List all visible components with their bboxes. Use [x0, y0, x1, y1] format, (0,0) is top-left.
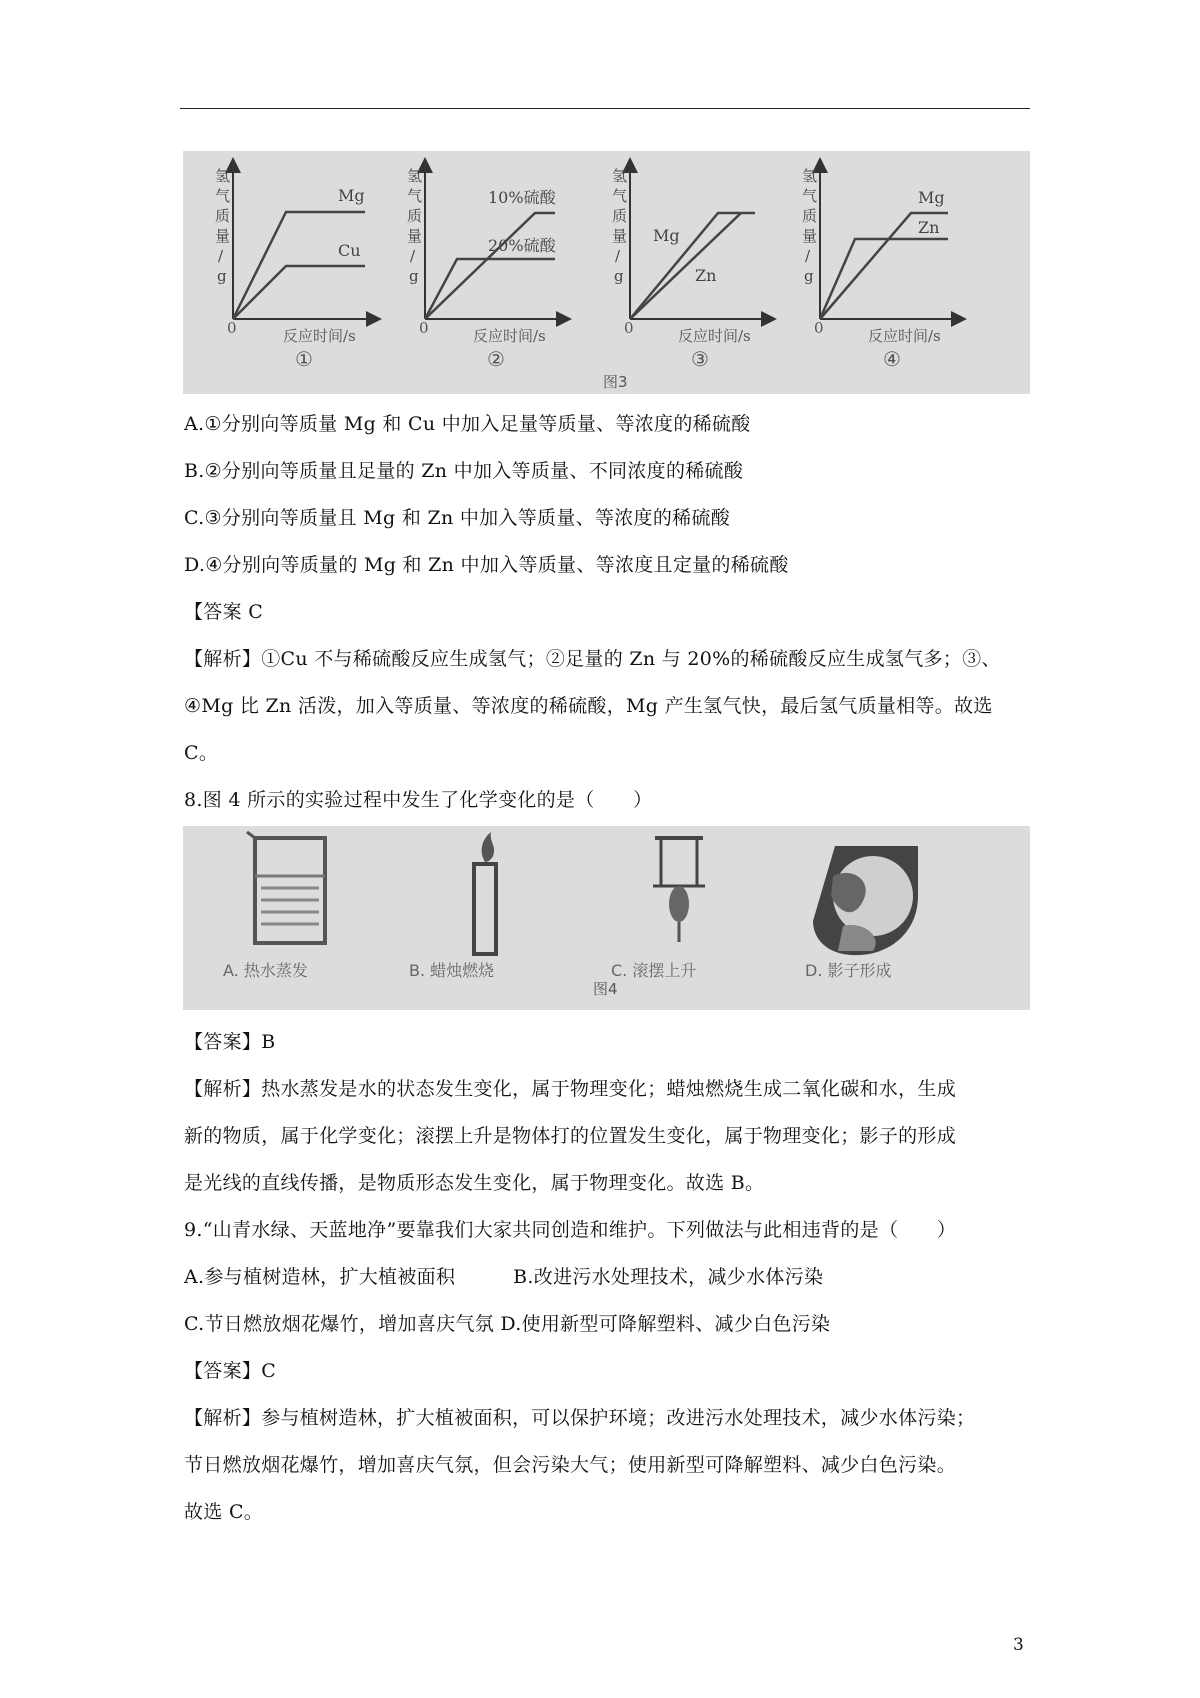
y-label-3-3: 量: [612, 227, 628, 245]
option-c: C.③分别向等质量且 Mg 和 Zn 中加入等质量、等浓度的稀硫酸: [184, 507, 731, 529]
y-label-1-5: g: [217, 267, 227, 285]
analysis-9-line1: 【解析】参与植树造林，扩大植被面积，可以保护环境；改进污水处理技术，减少水体污染；: [184, 1407, 976, 1429]
header-rule: [180, 108, 1030, 109]
analysis-8-line1: 【解析】热水蒸发是水的状态发生变化，属于物理变化；蜡烛燃烧生成二氧化碳和水，生成: [184, 1078, 957, 1100]
y-label-3-1: 气: [612, 187, 628, 205]
y-label-1-4: /: [218, 247, 224, 265]
beaker-icon: [247, 832, 325, 943]
panel-number-4: ④: [883, 347, 901, 371]
series-label-2-1: 20%硫酸: [488, 236, 556, 255]
origin-4: 0: [814, 319, 824, 337]
series-label-3-0: Mg: [653, 226, 680, 245]
panel-number-2: ②: [487, 347, 505, 371]
x-label-2: 反应时间/s: [473, 327, 546, 345]
question-9: 9.“山青水绿、天蓝地净”要靠我们大家共同创造和维护。下列做法与此相违背的是（ ）: [184, 1219, 957, 1241]
graph-panel-1: [215, 161, 378, 371]
analysis-8-line3: 是光线的直线传播，是物质形态发生变化，属于物理变化。故选 B。: [184, 1172, 765, 1194]
question-9-options-ab: A.参与植树造林，扩大植被面积 B.改进污水处理技术，减少水体污染: [184, 1266, 824, 1288]
series-label-3-1: Zn: [695, 266, 717, 285]
y-label-2-1: 气: [407, 187, 423, 205]
panel-number-1: ①: [295, 347, 313, 371]
origin-1: 0: [227, 319, 237, 337]
x-label-1: 反应时间/s: [283, 327, 356, 345]
y-label-2-2: 质: [407, 207, 423, 225]
y-label-3-0: 氢: [612, 167, 628, 185]
figure-4: [183, 826, 1030, 1010]
y-label-4-5: g: [804, 267, 814, 285]
series-label-4-1: Zn: [918, 218, 940, 237]
analysis-8-line2: 新的物质，属于化学变化；滚摆上升是物体打的位置发生变化，属于物理变化；影子的形成: [184, 1125, 957, 1147]
y-label-2-5: g: [409, 267, 419, 285]
series-label-4-0: Mg: [918, 188, 945, 207]
y-label-1-1: 气: [215, 187, 231, 205]
answer-8: 【答案】B: [184, 1031, 276, 1053]
y-label-1-0: 氢: [215, 167, 231, 185]
pendulum-icon: [653, 838, 705, 942]
option-a: A.①分别向等质量 Mg 和 Cu 中加入足量等质量、等浓度的稀硫酸: [184, 413, 751, 435]
page-number: 3: [1013, 1635, 1024, 1655]
origin-3: 0: [624, 319, 634, 337]
y-label-3-2: 质: [612, 207, 628, 225]
series-label-2-0: 10%硫酸: [488, 188, 556, 207]
y-label-2-3: 量: [407, 227, 423, 245]
option-d: D.④分别向等质量的 Mg 和 Zn 中加入等质量、等浓度且定量的稀硫酸: [184, 554, 789, 576]
figure-4-illustrations: [183, 826, 1030, 1010]
figure-3: [183, 151, 1030, 394]
analysis-7-line2: ④Mg 比 Zn 活泼，加入等质量、等浓度的稀硫酸，Mg 产生氢气快，最后氢气质量相等。故选: [184, 695, 993, 717]
y-label-1-2: 质: [215, 207, 231, 225]
y-label-3-4: /: [615, 247, 621, 265]
figure-4-item-b: B. 蜡烛燃烧: [409, 961, 495, 980]
origin-2: 0: [419, 319, 429, 337]
question-8: 8.图 4 所示的实验过程中发生了化学变化的是（ ）: [184, 789, 653, 811]
y-label-4-3: 量: [802, 227, 818, 245]
figure-3-caption: 图3: [603, 373, 628, 391]
y-label-2-0: 氢: [407, 167, 423, 185]
analysis-9-line3: 故选 C。: [184, 1501, 264, 1523]
y-label-4-0: 氢: [802, 167, 818, 185]
shadow-icon: [813, 846, 918, 955]
question-9-options-cd: C.节日燃放烟花爆竹，增加喜庆气氛 D.使用新型可降解塑料、减少白色污染: [184, 1313, 831, 1335]
analysis-9-line2: 节日燃放烟花爆竹，增加喜庆气氛，但会污染大气；使用新型可降解塑料、减少白色污染。: [184, 1454, 957, 1476]
figure-4-item-a: A. 热水蒸发: [223, 961, 308, 980]
graph-panel-3: [612, 161, 773, 371]
y-label-2-4: /: [410, 247, 416, 265]
figure-3-graphs: [183, 151, 1030, 394]
x-label-4: 反应时间/s: [868, 327, 941, 345]
y-label-4-1: 气: [802, 187, 818, 205]
y-label-1-3: 量: [215, 227, 231, 245]
figure-4-item-c: C. 滚摆上升: [611, 961, 697, 980]
y-label-4-2: 质: [802, 207, 818, 225]
candle-icon: [474, 832, 496, 954]
analysis-7-line3: C。: [184, 742, 219, 764]
series-label-1-1: Cu: [338, 241, 361, 260]
figure-4-item-d: D. 影子形成: [805, 961, 892, 980]
x-label-3: 反应时间/s: [678, 327, 751, 345]
graph-panel-2: [407, 161, 568, 371]
panel-number-3: ③: [691, 347, 709, 371]
figure-4-caption: 图4: [593, 980, 618, 998]
option-b: B.②分别向等质量且足量的 Zn 中加入等质量、不同浓度的稀硫酸: [184, 460, 744, 482]
answer-9: 【答案】C: [184, 1360, 277, 1382]
graph-panel-4: [802, 161, 963, 371]
y-label-4-4: /: [805, 247, 811, 265]
series-label-1-0: Mg: [338, 186, 365, 205]
y-label-3-5: g: [614, 267, 624, 285]
answer-7: 【答案 C: [184, 601, 264, 623]
analysis-7-line1: 【解析】①Cu 不与稀硫酸反应生成氢气；②足量的 Zn 与 20%的稀硫酸反应生成氢气多；③、: [184, 648, 1001, 670]
